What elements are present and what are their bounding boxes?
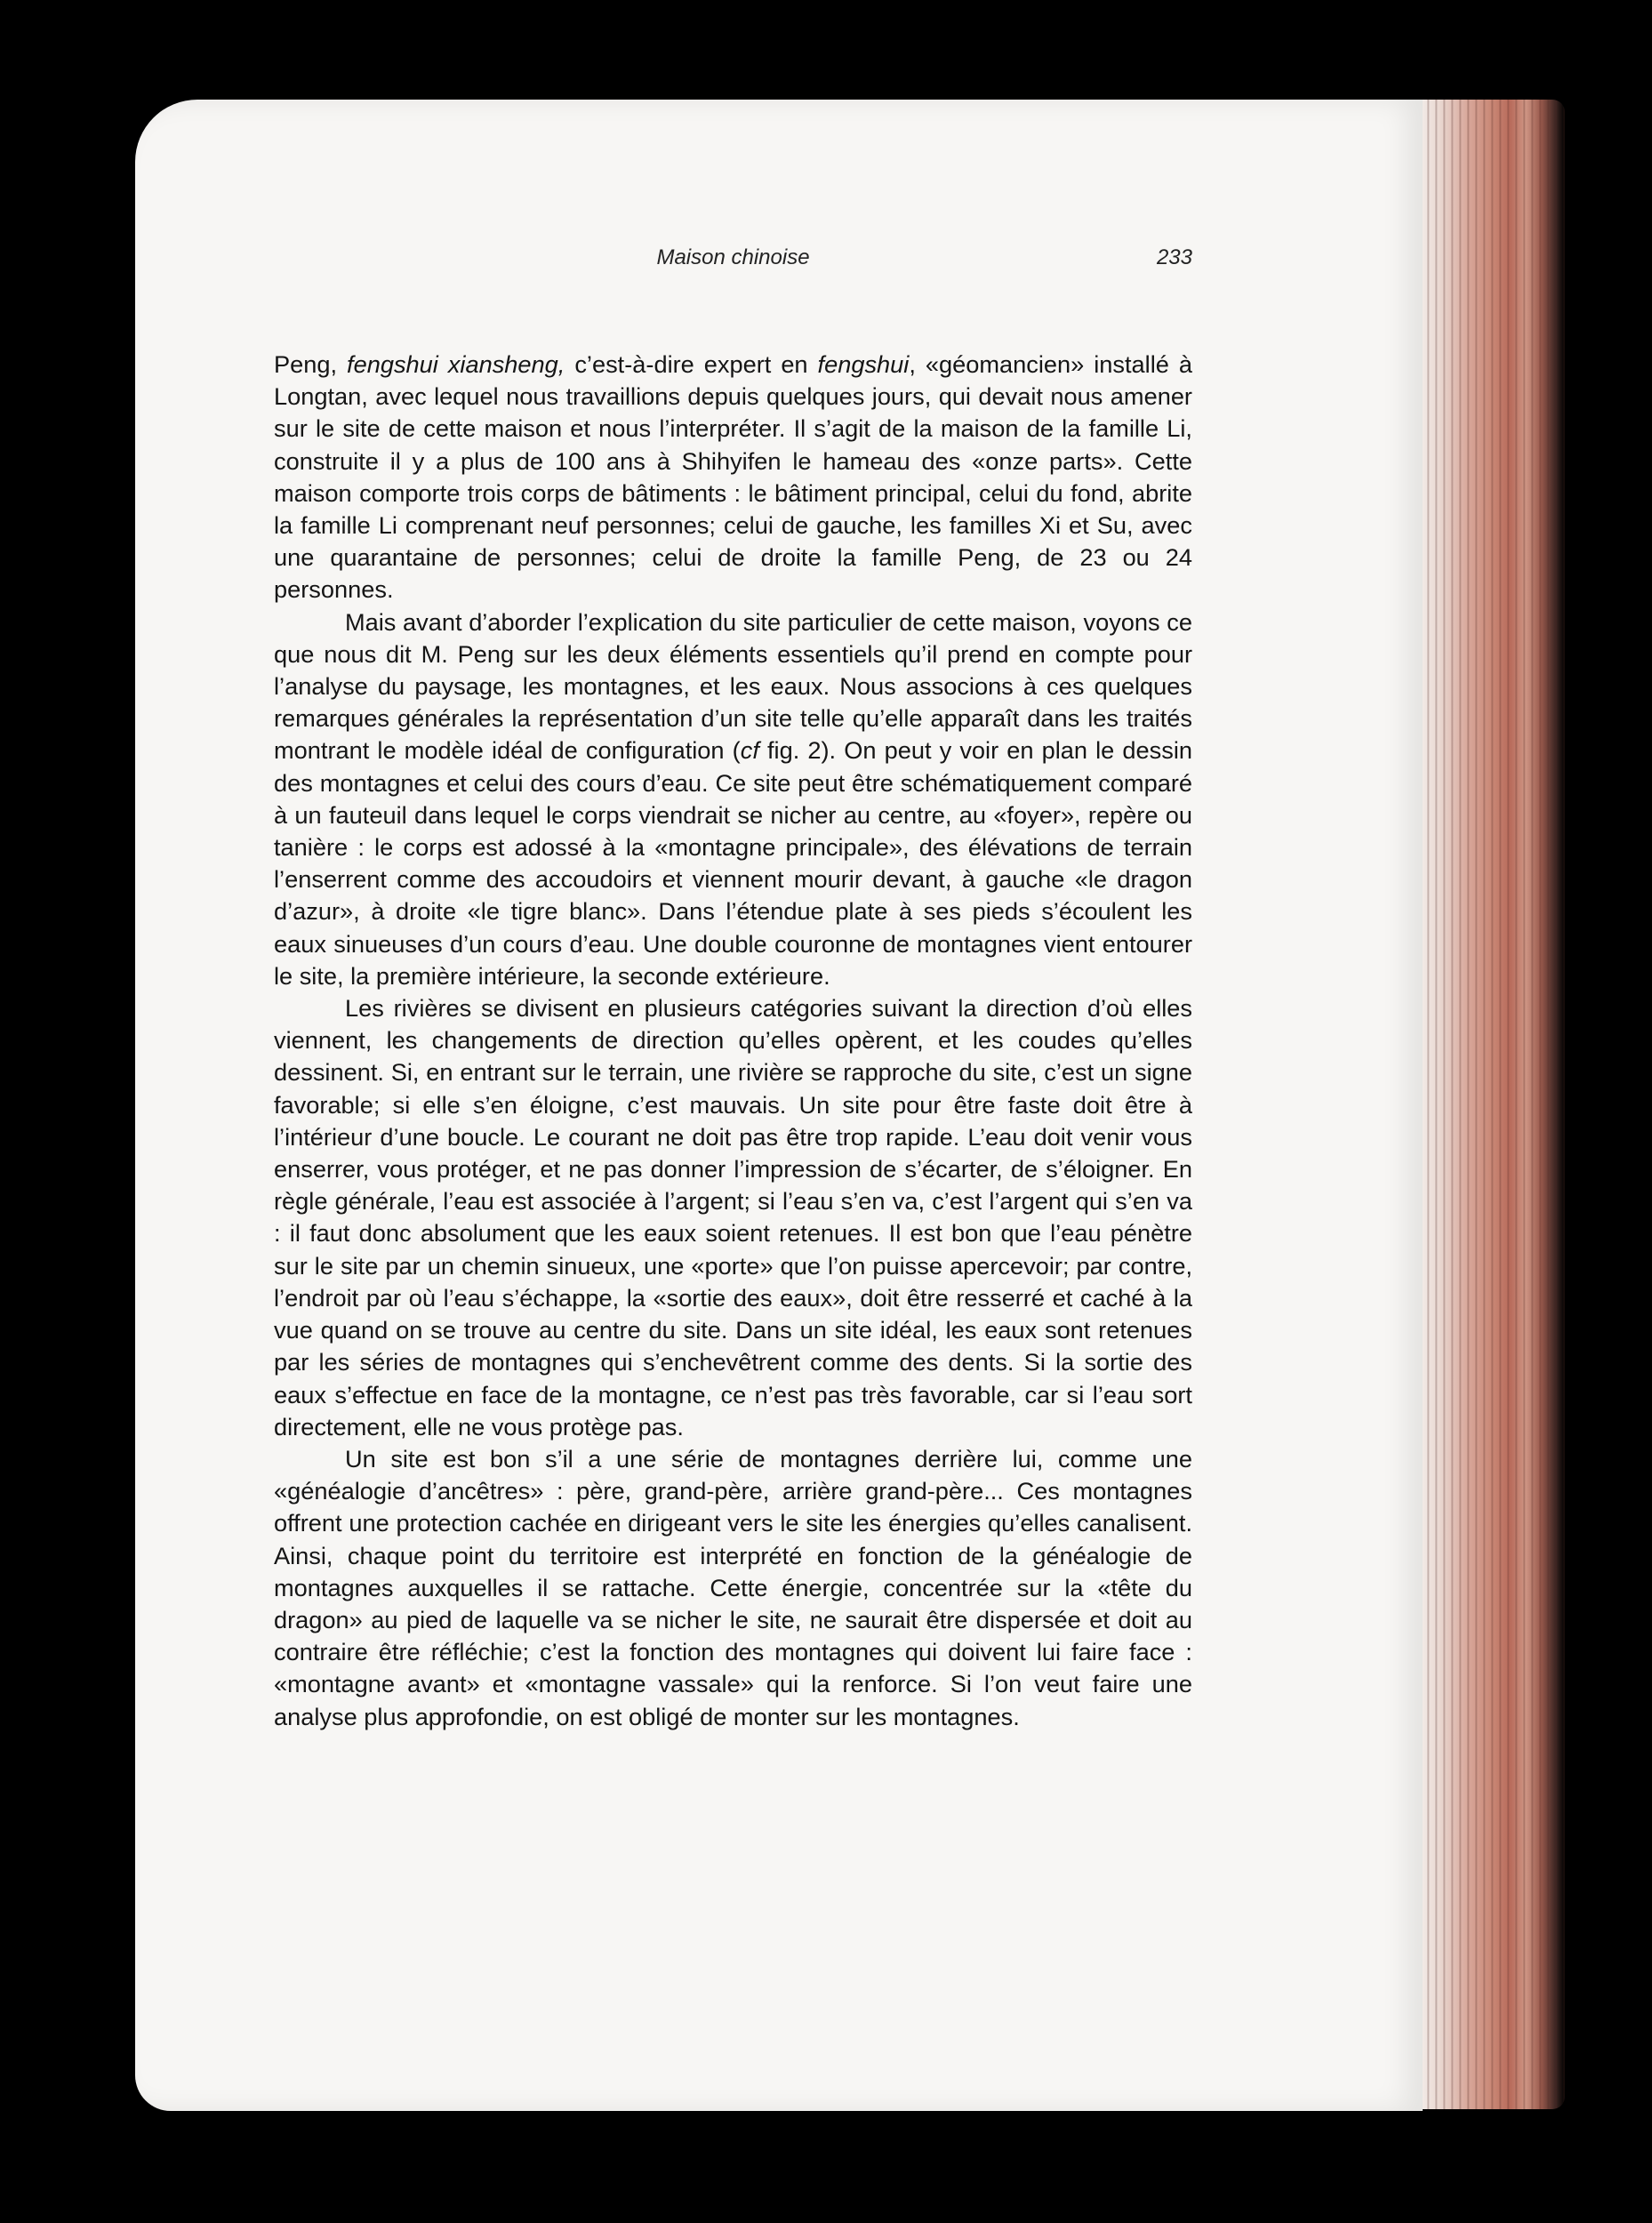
term-cf: cf [740,736,759,765]
paragraph-2 [274,606,1192,992]
body-text [274,349,1192,1733]
page-number: 233 [1156,245,1192,269]
paragraph-1 [274,349,1192,606]
paragraph-4: Un site est bon s’il a une série de montagnes derrière lui, comme une «généalogie d’ancêtres» : père, grand-père, arrière grand-père... Ces montagnes offrent une protection cachée en dirigeant vers le site les énergies qu’elles canalisent. Ainsi, chaque point du territoire est interprété en fonction de la généalogie de montagnes auxquelles il se rattache. Cette énergie, concentrée sur la «tête du dragon» au pied de laquelle va se nicher le site, ne saurait être dispersée et doit au contraire être réfléchie; c’est la fonction des montagnes qui doivent lui faire face : «montagne avant» et «montagne vassale» qui la renforce. Si l’on veut faire une analyse plus approfondie, on est obligé de monter sur les montagnes. [274,1444,1192,1730]
paragraph-1-mid: c’est-à-dire expert en [565,350,818,378]
paragraph-1-lead: Peng, [274,350,348,378]
paragraph-2-rest: fig. 2). On peut y voir en plan le dessin des montagnes et celui des cours d’eau. Ce site peut être schématiquement comparé à un fauteuil dans lequel le corps viendrait se nicher au centre, au «foyer», repère ou tanière : le corps est adossé à la «montagne principale», des élévations de terrain l’enserrent comme des accoudoirs et viennent mourir devant, à gauche «le dragon d’azur», à droite «le tigre blanc». Dans l’étendue plate à ses pieds s’écoulent les eaux sinueuses d’un cours d’eau. Une double couronne de montagnes vient entourer le site, la première intérieure, la seconde extérieure. [274,736,1192,990]
paragraph-1-rest: , «géomancien» installé à Longtan, avec lequel nous travaillions depuis quelques jours, qui devait nous amener sur le site de cette maison et nous l’interpréter. Il s’agit de la maison de la famille Li, construite il y a plus de 100 ans à Shihyifen le hameau des «onze parts». Cette maison comporte trois corps de bâtiments : le bâtiment principal, celui du fond, abrite la famille Li comprenant neuf personnes; celui de gauche, les familles Xi et Su, avec une quarantaine de personnes; celui de droite la famille Peng, de 23 ou 24 personnes. [274,350,1192,604]
page-stack-edges [1414,100,1565,2109]
page-header [274,245,1192,274]
paragraph-3: Les rivières se divisent en plusieurs catégories suivant la direction d’où elles viennent, les changements de direction qu’elles opèrent, et les coudes qu’elles dessinent. Si, en entrant sur le terrain, une rivière se rapproche du site, c’est un signe favorable; si elle s’en éloigne, c’est mauvais. Un site pour être faste doit être à l’intérieur d’une boucle. Le courant ne doit pas être trop rapide. L’eau doit venir vous enserrer, vous protéger, et ne pas donner l’impression de s’écarter, de s’éloigner. En règle générale, l’eau est associée à l’argent; si l’eau s’en va, c’est l’argent qui s’en va : il faut donc absolument que les eaux soient retenues. Il est bon que l’eau pénètre sur le site par un chemin sinueux, une «porte» que l’on puisse apercevoir; par contre, l’endroit par où l’eau s’échappe, la «sortie des eaux», doit être resserré et caché à la vue quand on se trouve au centre du site. Dans un site idéal, les eaux sont retenues par les séries de montagnes qui s’enchevêtrent comme des dents. Si la sortie des eaux s’effectue en face de la montagne, ce n’est pas très favorable, car si l’eau sort directement, elle ne vous protège pas. [274,994,1192,1441]
running-title: Maison chinoise [656,245,810,269]
term-fengshui-xiansheng: fengshui xiansheng, [347,350,565,378]
term-fengshui: fengshui [817,350,910,378]
paragraph-2-lead: Mais avant d’aborder l’explication du site particulier de cette maison, voyons ce que nous dit M. Peng sur les deux éléments essentiels qu’il prend en compte pour l’analyse du paysage, les montagnes, et les eaux. Nous associons à ces quelques remarques générales la représentation d’un site telle qu’elle apparaît dans les traités montrant le modèle idéal de configuration ( [274,607,1192,765]
